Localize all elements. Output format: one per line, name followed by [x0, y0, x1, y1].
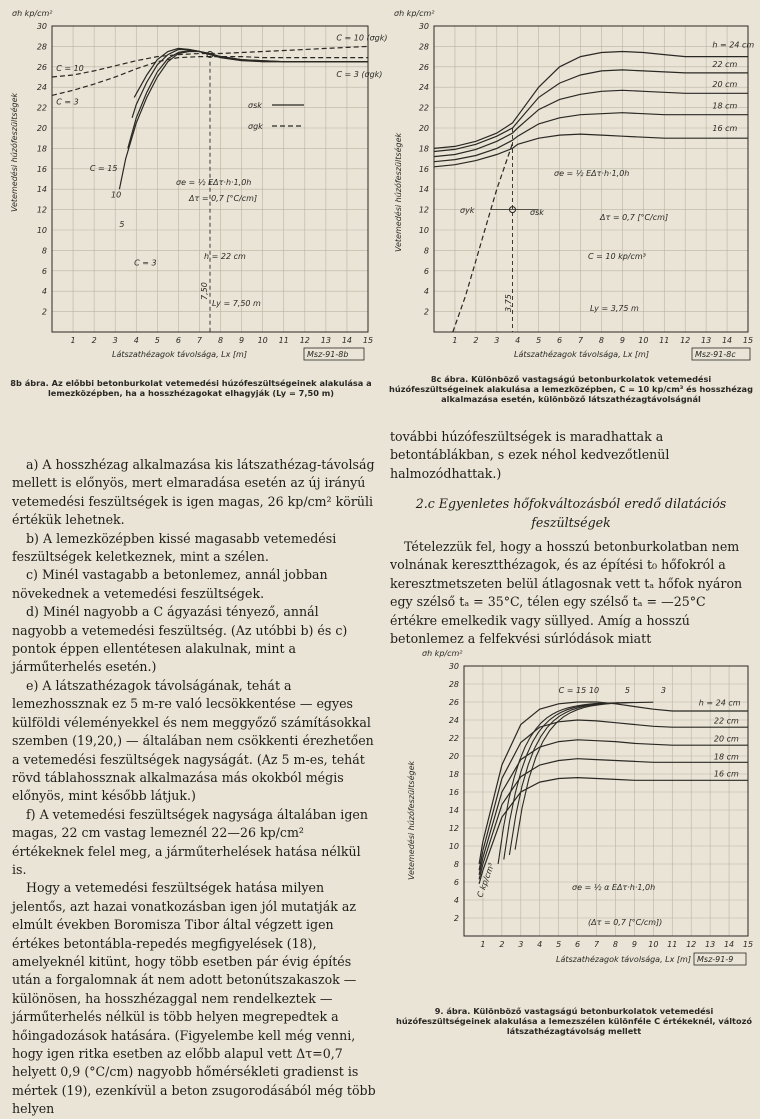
section-heading: 2.c Egyenletes hőfokváltozásból eredő dilatációs feszültségek	[415, 496, 727, 530]
x-tick-label: 7	[577, 336, 584, 345]
x-tick-label: 11	[659, 336, 670, 345]
note-delta: Δτ = 0,7 [°C/cm]	[600, 213, 669, 222]
x-axis-label: Látszathézagok távolsága, Lx [m]	[514, 350, 649, 359]
y-tick-label: 28	[448, 680, 459, 689]
plot-area	[449, 662, 753, 949]
x-tick-label: 14	[721, 336, 733, 345]
series-label: 22 cm	[713, 716, 739, 726]
y-tick-label: 26	[36, 62, 47, 72]
legend-sigma-yk: σyk	[460, 206, 475, 215]
chart-9-svg	[392, 644, 756, 970]
y-tick-label: 18	[448, 770, 459, 779]
legend-sigma-gk: σgk	[248, 122, 263, 131]
y-tick-label: 6	[41, 266, 47, 276]
y-tick-label: 4	[453, 896, 459, 905]
x-axis-label: Látszathézagok távolsága, Lx [m]	[112, 350, 247, 359]
chart-8c-svg	[384, 2, 756, 364]
y-axis-label: Vetemedési húzófeszültségek	[394, 132, 403, 252]
y-tick-label: 4	[41, 287, 47, 297]
y-unit-label: σh kp/cm²	[12, 9, 53, 18]
y-tick-label: 2	[423, 307, 429, 317]
y-tick-label: 14	[36, 185, 47, 195]
x-tick-label: 9	[631, 940, 637, 949]
y-tick-label: 16	[418, 164, 429, 174]
x-tick-label: 4	[515, 336, 521, 345]
series-line	[479, 720, 748, 870]
c-label: 10	[588, 686, 600, 695]
x-tick-label: 12	[299, 336, 310, 345]
y-tick-label: 20	[418, 124, 429, 133]
y-tick-label: 8	[423, 246, 429, 256]
c-unit-label: C kp/cm³	[475, 861, 497, 899]
x-tick-label: 9	[619, 336, 625, 345]
series-line	[134, 48, 368, 97]
caption-9: 9. ábra. Különböző vastagságú betonburkolatok vetemedési húzófeszültségeinek alakulása a lemezszélen különféle C értékeknél, változó látszathézagtávolság mellett	[396, 1006, 752, 1036]
y-axis-label: Vetemedési húzófeszültségek	[10, 92, 19, 212]
x-tick-label: 12	[686, 940, 697, 949]
paragraph-b: b) A lemezközépben kissé magasabb vetemedési feszültségek keletkeznek, mint a szélen.	[12, 530, 337, 565]
paragraph-d: d) Minél nagyobb a C ágyazási tényező, annál nagyobb a vetemedési feszültség. (Az utóbbi b) és c) pontok éppen ellentétesen alakulnak, mint a járműterhelés esetén.)	[12, 604, 348, 675]
x-tick-label: 11	[667, 940, 678, 949]
y-tick-label: 8	[453, 860, 459, 869]
series-label-left: C = 10	[56, 63, 84, 73]
series-label: 16 cm	[713, 769, 739, 779]
y-tick-label: 24	[448, 716, 459, 725]
formula: σe = ½ α EΔτ·h·1,0h	[572, 883, 656, 892]
y-tick-label: 10	[36, 226, 47, 235]
y-tick-label: 2	[453, 914, 459, 923]
c-label: C = 15	[558, 686, 587, 695]
series-line	[434, 52, 748, 149]
series-label: 18 cm	[713, 752, 739, 762]
x-tick-label: 10	[638, 336, 649, 345]
chart-8b-svg	[4, 2, 388, 364]
note-ly: Ly = 3,75 m	[590, 304, 639, 313]
note-ly: Ly = 7,50 m	[212, 299, 261, 308]
x-tick-label: 6	[175, 336, 181, 345]
series-label: 20 cm	[712, 80, 738, 90]
paragraph-g: Hogy a vetemedési feszültségek hatása milyen jelentős, azt hazai vonatkozásban igen jól mutatják az elmúlt években Boromisza Tibor által végzett igen értékes betontábla-repedés megfigyelések (18), amelyeknél kitünt, hogy több esetben pár évig építés után a forgalomnak át nem adott betonútszakaszok — különösen, ha hosszhézaggal nem rendelkeztek — járműterhelés nélkül is több helyen megrepedtek a hőingadozások hatására. (Figyelembe kell még venni, hogy igen ritka esetben az előbb alapul vett Δτ=0,7 helyett 0,9 (°C/cm) nagyobb hőmérsékleti gradienst is mértek (19), ezenkívül a beton zsugorodásából még több helyen	[12, 880, 376, 1117]
y-axis-label: Vetemedési húzófeszültségek	[407, 760, 416, 880]
legend-sigma-sk: σsk	[248, 101, 262, 110]
x-tick-label: 13	[320, 336, 331, 345]
x-tick-label: 2	[473, 336, 479, 345]
c-label: 3	[660, 686, 667, 695]
x-tick-label: 6	[557, 336, 563, 345]
y-tick-label: 2	[41, 307, 47, 317]
series-label: 16 cm	[712, 124, 738, 134]
y-tick-label: 10	[448, 842, 459, 851]
caption-8b: 8b ábra. Az előbbi betonburkolat vetemedési húzófeszültségeinek alakulása a lemezközépben, ha a hosszhézagokat elhagyják (Ly = 7,50 m)	[10, 378, 372, 398]
text-column-left	[12, 456, 376, 1119]
y-tick-label: 6	[423, 266, 429, 276]
series-label: 18 cm	[712, 101, 738, 111]
y-tick-label: 30	[36, 22, 47, 31]
y-unit-label: σh kp/cm²	[422, 649, 463, 658]
x-tick-label: 9	[239, 336, 245, 345]
figure-9	[392, 644, 756, 970]
figure-code: Msz-91-9	[697, 955, 734, 964]
x-tick-label: 2	[499, 940, 505, 949]
series-line	[479, 702, 748, 864]
y-unit-label: σh kp/cm²	[394, 9, 435, 18]
x-tick-label: 7	[593, 940, 600, 949]
series-label: 5	[119, 219, 125, 229]
y-tick-label: 10	[418, 226, 429, 235]
x-tick-label: 3	[518, 940, 524, 949]
series-label: C = 10 (σgk)	[336, 33, 388, 43]
text-column-right	[390, 428, 752, 648]
x-tick-label: 1	[480, 940, 486, 949]
paragraph-a: a) A hosszhézag alkalmazása kis látszathézag-távolság mellett is előnyös, mert elmaradása esetén az új irányú vetemedési feszültségek is igen magas, 26 kp/cm² körüli értékük lehetnek.	[12, 457, 375, 528]
y-tick-label: 22	[448, 734, 459, 743]
paragraph-c: c) Minél vastagabb a betonlemez, annál jobban növekednek a vetemedési feszültségek.	[12, 567, 328, 601]
marker-375: 3,75	[504, 294, 513, 312]
y-tick-label: 26	[448, 698, 459, 707]
series-label: C = 3	[134, 258, 157, 268]
x-tick-label: 3	[494, 336, 500, 345]
formula: σe = ½ EΔτ·h·1,0h	[554, 169, 630, 178]
x-tick-label: 10	[648, 940, 659, 949]
x-tick-label: 12	[680, 336, 691, 345]
x-tick-label: 1	[70, 336, 76, 345]
series-line	[434, 113, 748, 162]
x-tick-label: 4	[133, 336, 139, 345]
y-tick-label: 16	[448, 788, 459, 797]
y-tick-label: 14	[418, 185, 429, 195]
formula: σe = ½ EΔτ·h·1,0h	[176, 178, 252, 187]
series-label: 22 cm	[712, 59, 738, 69]
y-tick-label: 4	[423, 287, 429, 297]
y-tick-label: 12	[418, 205, 429, 215]
figure-8c	[384, 2, 756, 364]
x-tick-label: 14	[723, 940, 735, 949]
legend-sigma-sk: σsk	[530, 208, 544, 217]
marker-750: 7,50	[200, 282, 209, 300]
x-tick-label: 7	[196, 336, 203, 345]
note-c: C = 10 kp/cm³	[588, 252, 646, 261]
x-tick-label: 15	[742, 940, 754, 949]
y-tick-label: 22	[418, 103, 429, 113]
x-tick-label: 2	[91, 336, 97, 345]
c-family-line	[504, 703, 620, 860]
y-tick-label: 22	[36, 103, 47, 113]
x-tick-label: 5	[556, 940, 562, 949]
series-label: C = 15	[89, 163, 118, 173]
x-tick-label: 5	[154, 336, 160, 345]
paragraph-f: f) A vetemedési feszültségek nagysága általában igen magas, 22 cm vastag lemeznél 22—26 kp/cm² értékeknek felel meg, a járműterhelések hatása nélkül is.	[12, 806, 368, 877]
x-tick-label: 11	[278, 336, 289, 345]
x-tick-label: 13	[701, 336, 712, 345]
y-tick-label: 20	[36, 124, 47, 133]
y-tick-label: 8	[41, 246, 47, 256]
series-label: h = 24 cm	[698, 698, 741, 708]
x-tick-label: 8	[612, 940, 619, 949]
series-label: C = 3 (σgk)	[336, 70, 383, 79]
x-tick-label: 10	[257, 336, 268, 345]
x-tick-label: 6	[575, 940, 581, 949]
figure-code: Msz-91-8b	[307, 350, 349, 359]
series-label: 20 cm	[713, 734, 739, 744]
y-tick-label: 26	[418, 62, 429, 72]
x-tick-label: 14	[341, 336, 353, 345]
x-tick-label: 5	[536, 336, 542, 345]
plot-frame	[434, 26, 748, 332]
series-label-left: C = 3	[56, 97, 79, 107]
plot-area	[419, 22, 755, 345]
figure-code: Msz-91-8c	[695, 350, 736, 359]
y-tick-label: 20	[448, 752, 459, 761]
paragraph-e: e) A látszathézagok távolságának, tehát a lemezhossznak ez 5 m-re való lecsökkentése — egyes külföldi véleményekkel és nem meggyőző számításokkal szemben (19,20,) — általában nem csökkenti érezhetően a vetemedési feszültségek nagyságát. (Az 5 m-es, tehát rövd táblahossznak alkalmazása más okokból mégis előnyös, mint később látjuk.)	[12, 677, 374, 804]
y-tick-label: 18	[418, 144, 429, 154]
x-tick-label: 15	[362, 336, 374, 345]
y-tick-label: 24	[36, 83, 47, 93]
note-h: h = 22 cm	[204, 252, 246, 261]
series-line	[128, 51, 368, 149]
paragraph-continuation: további húzófeszültségek is maradhattak a betontáblákban, s ezek néhol kedvezőtlenül halmozódhattak.)	[390, 429, 670, 481]
x-tick-label: 3	[112, 336, 118, 345]
series-line	[479, 778, 748, 884]
series-label: 10	[110, 190, 122, 200]
x-axis-label: Látszathézagok távolsága, Lx [m]	[556, 955, 691, 964]
x-tick-label: 13	[705, 940, 716, 949]
x-tick-label: 15	[742, 336, 754, 345]
x-tick-label: 8	[217, 336, 224, 345]
figure-8b	[4, 2, 388, 364]
x-tick-label: 8	[598, 336, 605, 345]
y-tick-label: 16	[36, 164, 47, 174]
x-tick-label: 4	[537, 940, 543, 949]
series-line	[434, 90, 748, 156]
y-tick-label: 6	[453, 878, 459, 887]
y-tick-label: 18	[36, 144, 47, 154]
paragraph-dilatation: Tételezzük fel, hogy a hosszú betonburkolatban nem volnának keresztthézagok, és az építési t₀ hőfokról a keresztmetszeten belül átlagosnak vett tₐ hőfok nyáron egy szélső tₐ = 35°C, télen egy szélső tₐ = —25°C értékre emelkedik vagy süllyed. Amíg a hosszú betonlemez a felfekvési súrlódások miatt	[390, 539, 743, 647]
y-tick-label: 14	[448, 806, 459, 815]
y-tick-label: 24	[418, 83, 429, 93]
y-tick-label: 30	[448, 662, 459, 671]
y-tick-label: 12	[36, 205, 47, 215]
note-delta: Δτ = 0,7 [°C/cm]	[189, 194, 258, 203]
c-label: 5	[624, 686, 631, 695]
x-tick-label: 1	[452, 336, 458, 345]
series-label: h = 24 cm	[712, 40, 755, 50]
y-tick-label: 30	[418, 22, 429, 31]
y-tick-label: 28	[36, 42, 47, 52]
note-delta: (Δτ = 0,7 [°C/cm])	[588, 918, 663, 927]
y-tick-label: 12	[448, 824, 459, 833]
caption-8c: 8c ábra. Különböző vastagságú betonburkolatok vetemedési húzófeszültségeinek alakulása a lemezközépben, C = 10 kp/cm³ és hosszhézag alkalmazása esetén, különböző látszathézagtávolságnál	[389, 374, 753, 404]
y-tick-label: 28	[418, 42, 429, 52]
